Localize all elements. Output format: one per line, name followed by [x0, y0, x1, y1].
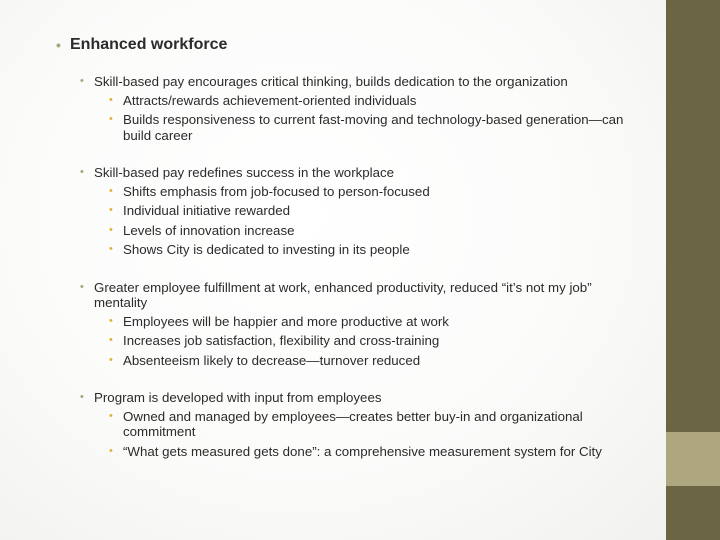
bullet-group: [56, 390, 646, 459]
level3-bullet-item: [56, 184, 646, 200]
level3-text: Shows City is dedicated to investing in its people: [123, 242, 410, 257]
bullet-group: [56, 165, 646, 258]
level3-bullet-item: [56, 333, 646, 349]
level3-bullet-item: [56, 444, 646, 460]
level3-text: Employees will be happier and more productive at work: [123, 313, 449, 329]
level3-text: Increases job satisfaction, flexibility and cross-training: [123, 333, 440, 348]
level2-text: Program is developed with input from employees: [94, 390, 382, 405]
side-bar-top-block: [666, 0, 720, 432]
bullet-icon: •: [56, 37, 61, 53]
bullet-icon: •: [80, 280, 84, 293]
level3-text: “What gets measured gets done”: a comprehensive measurement system for City: [123, 443, 602, 459]
level3-bullet-item: [56, 314, 646, 330]
bullet-icon: •: [109, 444, 113, 457]
level3-text: Attracts/rewards achievement-oriented individuals: [123, 92, 417, 108]
bullet-icon: •: [109, 353, 113, 366]
level2-bullet-item: [56, 74, 646, 90]
level2-text: Skill-based pay encourages critical thinking, builds dedication to the organization: [94, 74, 568, 89]
level3-text: Levels of innovation increase: [123, 222, 295, 238]
level2-text: Greater employee fulfillment at work, enhanced productivity, reduced “it’s not my job” mentality: [94, 279, 592, 310]
level2-bullet-item: [56, 280, 646, 311]
level3-text: Individual initiative rewarded: [123, 203, 291, 218]
bullet-group: [56, 74, 646, 143]
side-accent-bar: [666, 0, 720, 540]
level2-bullet-item: [56, 390, 646, 406]
bullet-icon: •: [109, 204, 113, 216]
side-bar-middle-block: [666, 432, 720, 486]
level3-bullet-item: [56, 353, 646, 369]
bullet-icon: •: [109, 243, 113, 255]
level3-text: Absenteeism likely to decrease—turnover reduced: [123, 352, 421, 368]
level3-bullet-item: [56, 409, 646, 440]
level3-bullet-item: [56, 112, 646, 143]
level3-bullet-item: [56, 242, 646, 258]
bullet-icon: •: [109, 93, 113, 106]
slide-heading: Enhanced workforce: [70, 36, 228, 53]
level2-text: Skill-based pay redefines success in the workplace: [94, 165, 395, 180]
bullet-icon: •: [109, 184, 113, 197]
bullet-icon: •: [109, 314, 113, 327]
bullet-group: [56, 280, 646, 369]
level3-bullet-item: [56, 223, 646, 239]
level3-text: Builds responsiveness to current fast-moving and technology-based generation—can build career: [123, 112, 624, 143]
bullet-icon: •: [109, 409, 113, 422]
level3-bullet-item: [56, 203, 646, 219]
level3-bullet-item: [56, 93, 646, 109]
side-bar-bottom-block: [666, 486, 720, 540]
slide-content: [56, 36, 646, 481]
bullet-icon: •: [80, 75, 84, 87]
level3-text: Owned and managed by employees—creates better buy-in and organizational commitment: [123, 408, 583, 439]
bullet-icon: •: [80, 166, 84, 178]
heading-bullet-item: [56, 36, 646, 54]
level3-text: Shifts emphasis from job-focused to person-focused: [123, 183, 430, 199]
bullet-icon: •: [80, 391, 84, 403]
bullet-icon: •: [109, 334, 113, 346]
level2-bullet-item: [56, 165, 646, 181]
bullet-icon: •: [109, 113, 113, 125]
bullet-icon: •: [109, 223, 113, 236]
